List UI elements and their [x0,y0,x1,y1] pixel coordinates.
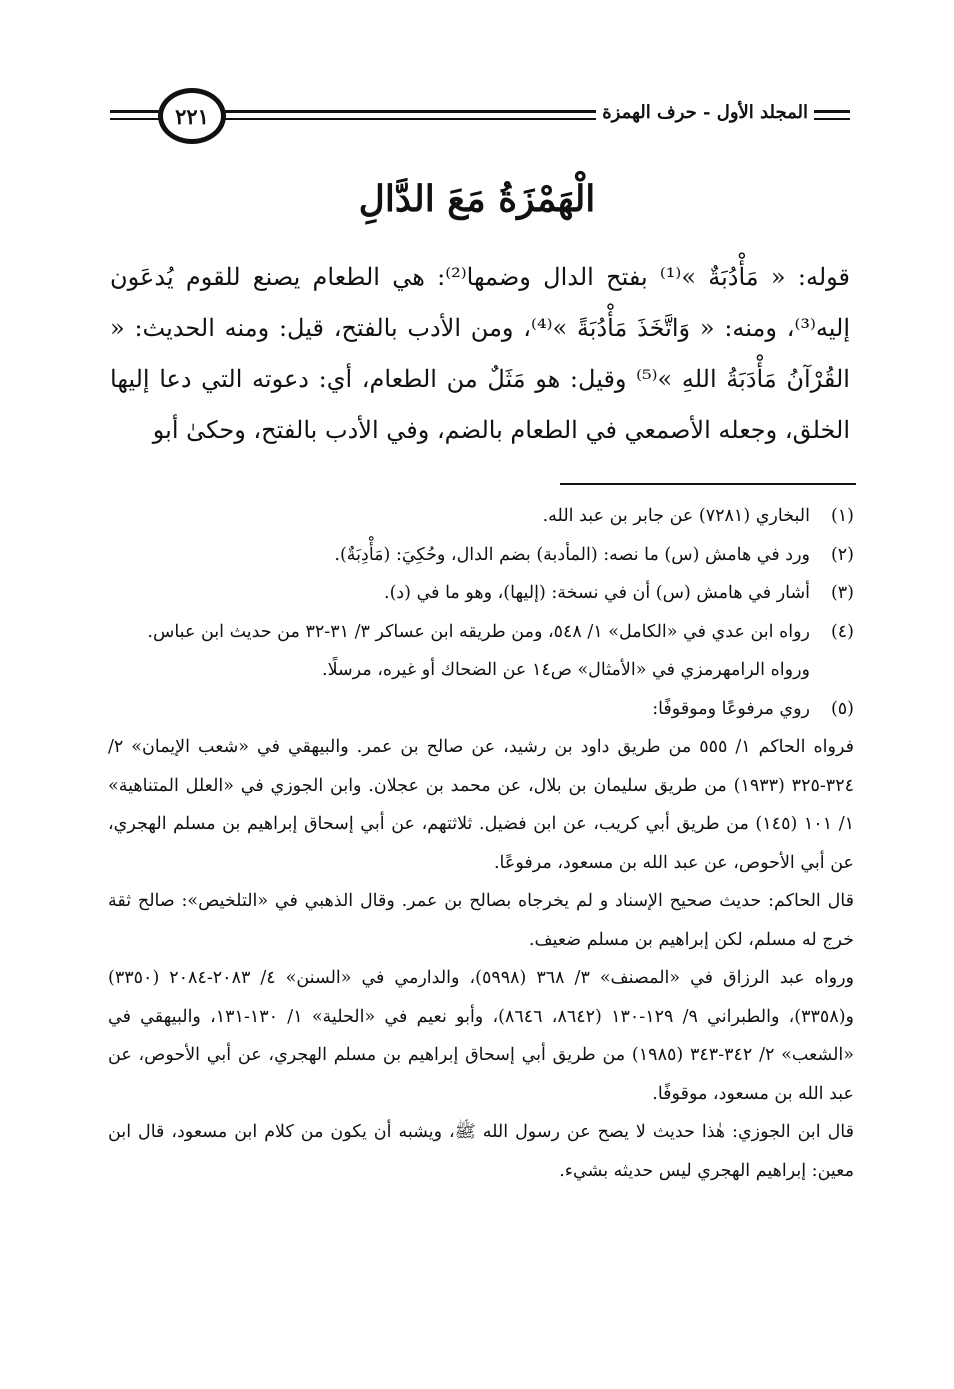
footnote-number: (١) [830,506,854,526]
footnote-5-paragraph: قال الحاكم: حديث صحيح الإسناد و لم يخرجاه بصالح بن عمر. وقال الذهبي في «التلخيص»: صالح ثقة خرج له مسلم، لكن إبراهيم بن مسلم ضعيف. [108,891,854,950]
footnote-5-paragraph: قال ابن الجوزي: هٰذا حديث لا يصح عن رسول الله ﷺ، ويشبه أن يكون من كلام ابن مسعود، قال ابن معين: إبراهيم الهجري ليس حديثه بشيء. [108,1122,854,1181]
page-number: ٢٢١ [158,88,226,144]
main-text [110,252,850,456]
footnote-number: (٢) [830,544,854,565]
footnote-5 [108,690,854,729]
footnote-5-paragraph: ورواه عبد الرزاق في «المصنف» ٣/ ٣٦٨ (٥٩٩٨)، والدارمي في «السنن» ٤/ ٢٠٨٣-٢٠٨٤ (٣٣٥٠) و(٣٣٥٨)، والطبراني ٩/ ١٢٩-١٣٠ (٨٦٤٢، ٨٦٤٦)، وأبو نعيم في «الحلية» ١/ ١٣٠-١٣١، والبيهقي في «الشعب» ٢/ ٣٤٢-٣٤٣ (١٩٨٥) من طريق أبي إسحاق إبراهيم بن مسلم الهجري، عن أبي الأحوص، عن عبد الله بن مسعود، موقوفًا. [108,968,855,1104]
main-paragraph: قوله: « مَأْدُبَةٌ »⁽¹⁾ بفتح الدال وضمها⁽²⁾: هي الطعام يصنع للقوم يُدعَون إليه⁽³⁾، ومنه: « وَاتَّخَذَ مَأْدُبَةً »⁽⁴⁾، ومن الأدب بالفتح، قيل: ومنه الحديث: « القُرْآنُ مَأْدَبَةُ اللهِ »⁽⁵⁾ وقيل: هو مَثَلٌ من الطعام، أي: دعوته التي دعا إليها الخلق، وجعله الأصمعي في الطعام بالضم، وفي الأدب بالفتح، وحكىٰ أبو [110,263,850,444]
footnote-number: (٣) [830,583,854,603]
section-title: الْهَمْزَةُ مَعَ الدَّالِ [358,178,596,220]
footnote-text: البخاري (٧٢٨١) عن جابر بن عبد الله. [542,506,810,526]
footnote-text: رواه ابن عدي في «الكامل» ١/ ٥٤٨، ومن طريقه ابن عساكر ٣/ ٣١-٣٢ من حديث ابن عباس. ورواه الرامهرمزي في «الأمثال» ص١٤ عن الضحاك أو غيره، مرسلًا. [147,621,810,680]
footnote-text: أشار في هامش (س) أن في نسخة: (إليها)، وهو ما في (د). [384,583,810,603]
footnote-text: ورد في هامش (س) ما نصه: (المأدبة) بضم الدال، وحُكِيَ: (مَأْدِبَةٌ). [334,544,810,565]
footnote-text: روي مرفوعًا وموقوفًا: [652,698,810,719]
footnote-5-paragraph: فرواه الحاكم ١/ ٥٥٥ من طريق داود بن رشيد، عن صالح بن عمر. والبيهقي في «شعب الإيمان» ٢/ ٣٢٤-٣٢٥ (١٩٣٣) من طريق سليمان بن بلال، عن محمد بن عجلان. وابن الجوزي في «العلل المتناهية» ١/ ١٠١ (١٤٥) من طريق أبي كريب، عن ابن فضيل. ثلاثتهم، عن أبي إسحاق إبراهيم بن مسلم الهجري، عن أبي الأحوص، عن عبد الله بن مسعود، مرفوعًا. [108,737,855,873]
footnote-number: (٤) [830,621,854,642]
running-header [110,88,850,148]
footnote-number: (٥) [830,698,854,719]
footnote-divider [560,483,856,485]
footnote-3 [108,574,854,613]
footnote-1 [108,497,854,536]
footnote-2 [108,536,854,575]
running-title: المجلد الأول - حرف الهمزة [596,102,814,123]
footnote-4 [108,613,854,690]
footnotes [108,497,854,1190]
